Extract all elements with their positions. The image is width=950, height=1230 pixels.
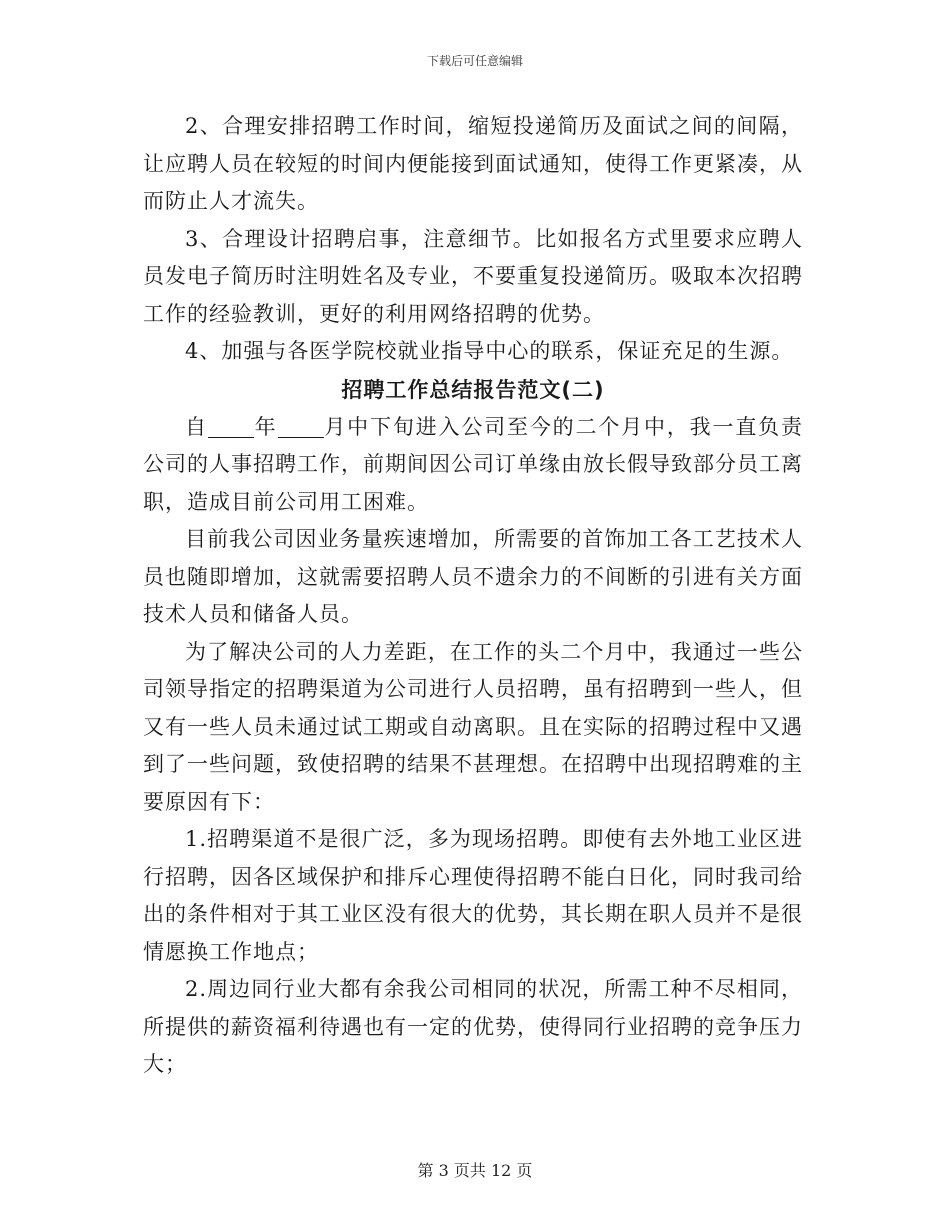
paragraph-item-2: 2、合理安排招聘工作时间，缩短投递简历及面试之间的间隔，让应聘人员在较短的时间内便能接到面试通知，使得工作更紧凑，从而防止人才流失。 xyxy=(143,114,803,213)
paragraph-business-growth: 目前我公司因业务量疾速增加，所需要的首饰加工各工艺技术人员也随即增加，这就需要招聘人员不遗余力的不间断的引进有关方面技术人员和储备人员。 xyxy=(143,527,803,626)
intro-text-1: 自 xyxy=(185,414,208,439)
paragraph-reason-2: 2.周边同行业大都有余我公司相同的状况，所需工种不尽相同，所提供的薪资福利待遇也有一定的优势，使得同行业招聘的竞争压力大； xyxy=(143,977,803,1076)
section-title: 招聘工作总结报告范文(二) xyxy=(341,377,605,402)
blank-month xyxy=(278,415,324,438)
paragraph-item-3: 3、合理设计招聘启事，注意细节。比如报名方式里要求应聘人员发电子简历时注明姓名及专业，不要重复投递简历。吸取本次招聘工作的经验教训，更好的利用网络招聘的优势。 xyxy=(143,226,803,326)
paragraph-reason-1: 1.招聘渠道不是很广泛，多为现场招聘。即使有去外地工业区进行招聘，因各区域保护和排斥心理使得招聘不能白日化，同时我司给出的条件相对于其工业区没有很大的优势，其长期在职人员并不是很情愿换工作地点； xyxy=(143,827,803,964)
intro-text-3: 月中下旬进入公司至今的二个月中，我一直负责公司的人事招聘工作，前期间因公司订单缘由放长假导致部分员工离职，造成目前公司用工困难。 xyxy=(143,414,804,514)
blank-year xyxy=(208,415,254,438)
page-footer: 第 3 页共 12 页 xyxy=(417,1161,533,1180)
paragraph-hiring-gap: 为了解决公司的人力差距，在工作的头二个月中，我通过一些公司领导指定的招聘渠道为公司进行人员招聘，虽有招聘到一些人，但又有一些人员未通过试工期或自动离职。且在实际的招聘过程中又遇到了一些问题，致使招聘的结果不甚理想。在招聘中出现招聘难的主要原因有下： xyxy=(143,639,803,814)
document-body xyxy=(143,108,803,1084)
paragraph-item-4: 4、加强与各医学院校就业指导中心的联系，保证充足的生源。 xyxy=(185,339,794,363)
intro-text-2: 年 xyxy=(253,414,278,439)
page-header: 下载后可任意编辑 xyxy=(426,54,523,68)
intro-paragraph xyxy=(143,409,803,522)
